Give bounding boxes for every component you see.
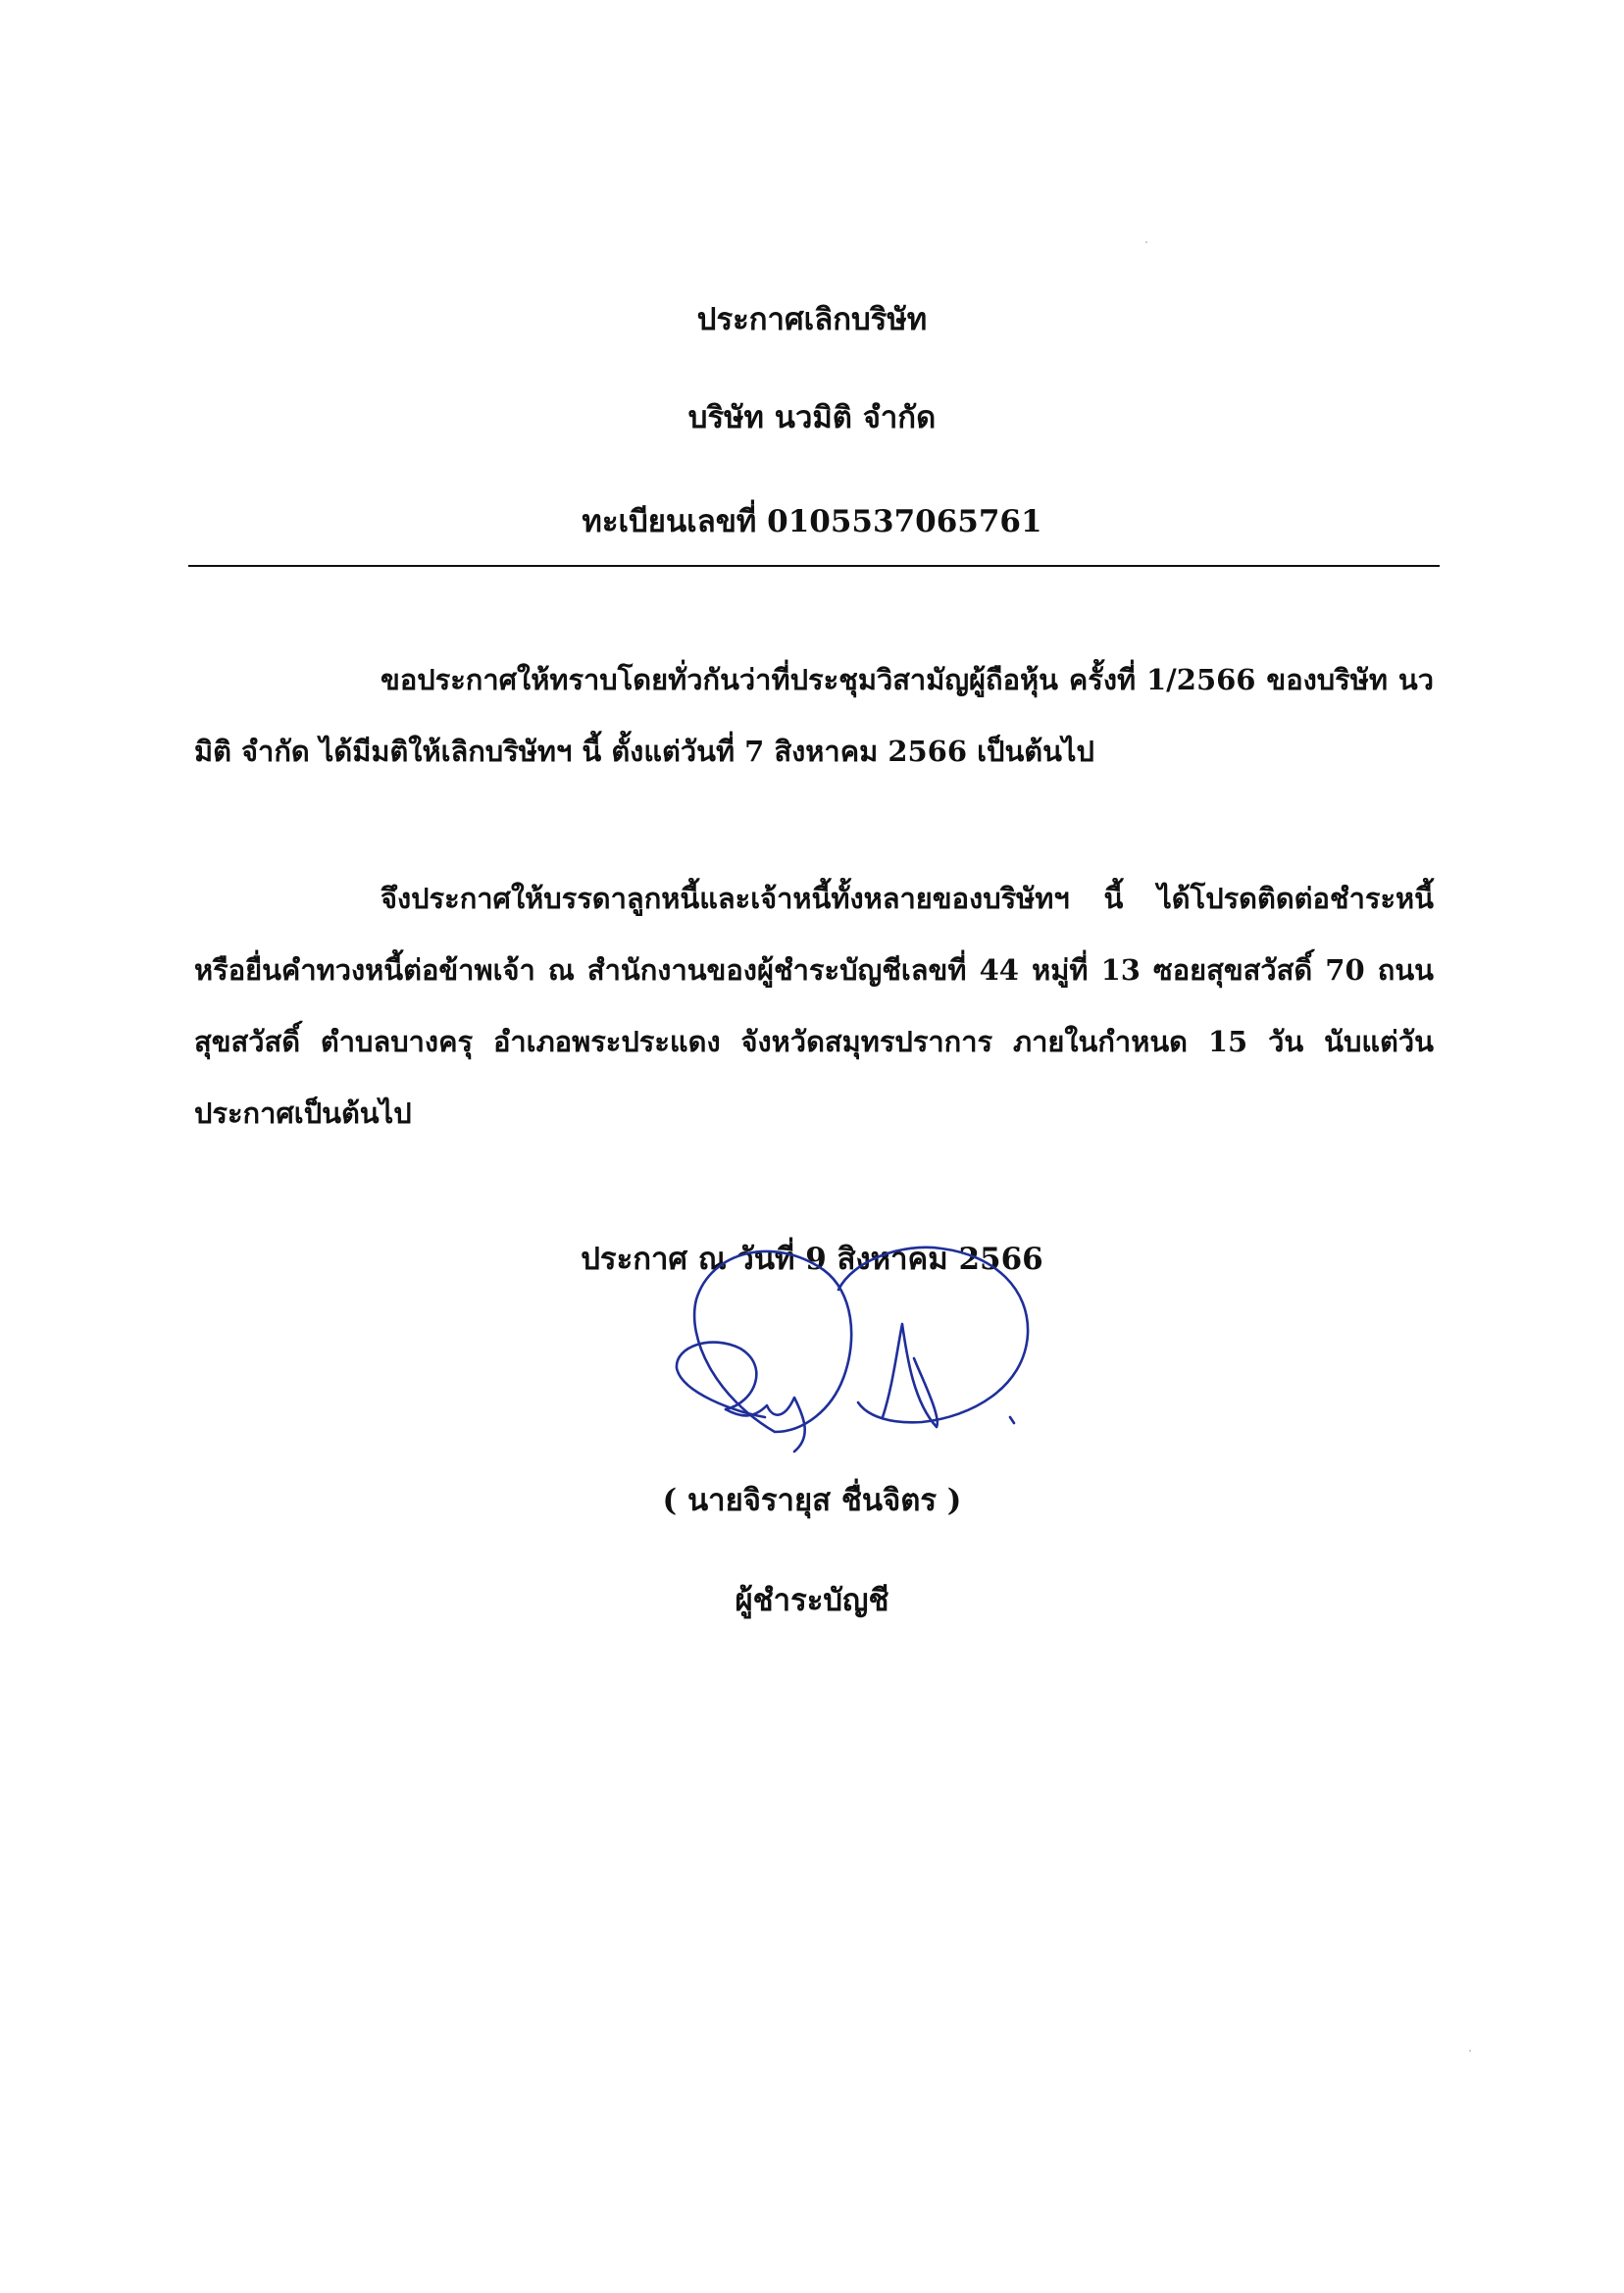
- handwritten-signature: [657, 1231, 1069, 1456]
- announcement-title: ประกาศเลิกบริษัท: [696, 302, 928, 337]
- signer-role: ผู้ชำระบัญชี: [735, 1583, 889, 1618]
- header-divider: [188, 565, 1440, 567]
- announcement-date: ประกาศ ณ วันที่ 9 สิงหาคม 2566: [581, 1242, 1043, 1277]
- signer-name: ( นายจิรายุส ชื่นจิตร ): [662, 1483, 962, 1518]
- scan-speck: [1145, 241, 1147, 243]
- resolution-paragraph: ขอประกาศให้ทราบโดยทั่วกันว่าที่ประชุมวิสามัญผู้ถือหุ้น ครั้งที่ 1/2566 ของบริษัท นวมิติ จำกัด ได้มีมติให้เลิกบริษัทฯ นี้ ตั้งแต่วันที่ 7 สิงหาคม 2566 เป็นต้นไป: [194, 663, 1434, 768]
- creditor-notice-paragraph: จึงประกาศให้บรรดาลูกหนี้และเจ้าหนี้ทั้งหลายของบริษัทฯ นี้ ได้โปรดติดต่อชำระหนี้หรือยื่นคำทวงหนี้ต่อข้าพเจ้า ณ สำนักงานของผู้ชำระบัญชีเลขที่ 44 หมู่ที่ 13 ซอยสุขสวัสดิ์ 70 ถนนสุขสวัสดิ์ ตำบลบางครุ อำเภอพระประแดง จังหวัดสมุทรปราการ ภายในกำหนด 15 วัน นับแต่วันประกาศเป็นต้นไป: [194, 882, 1434, 1130]
- registration-number: ทะเบียนเลขที่ 0105537065761: [582, 504, 1042, 539]
- company-name: บริษัท นวมิติ จำกัด: [687, 400, 937, 435]
- scan-speck: [1469, 2050, 1471, 2052]
